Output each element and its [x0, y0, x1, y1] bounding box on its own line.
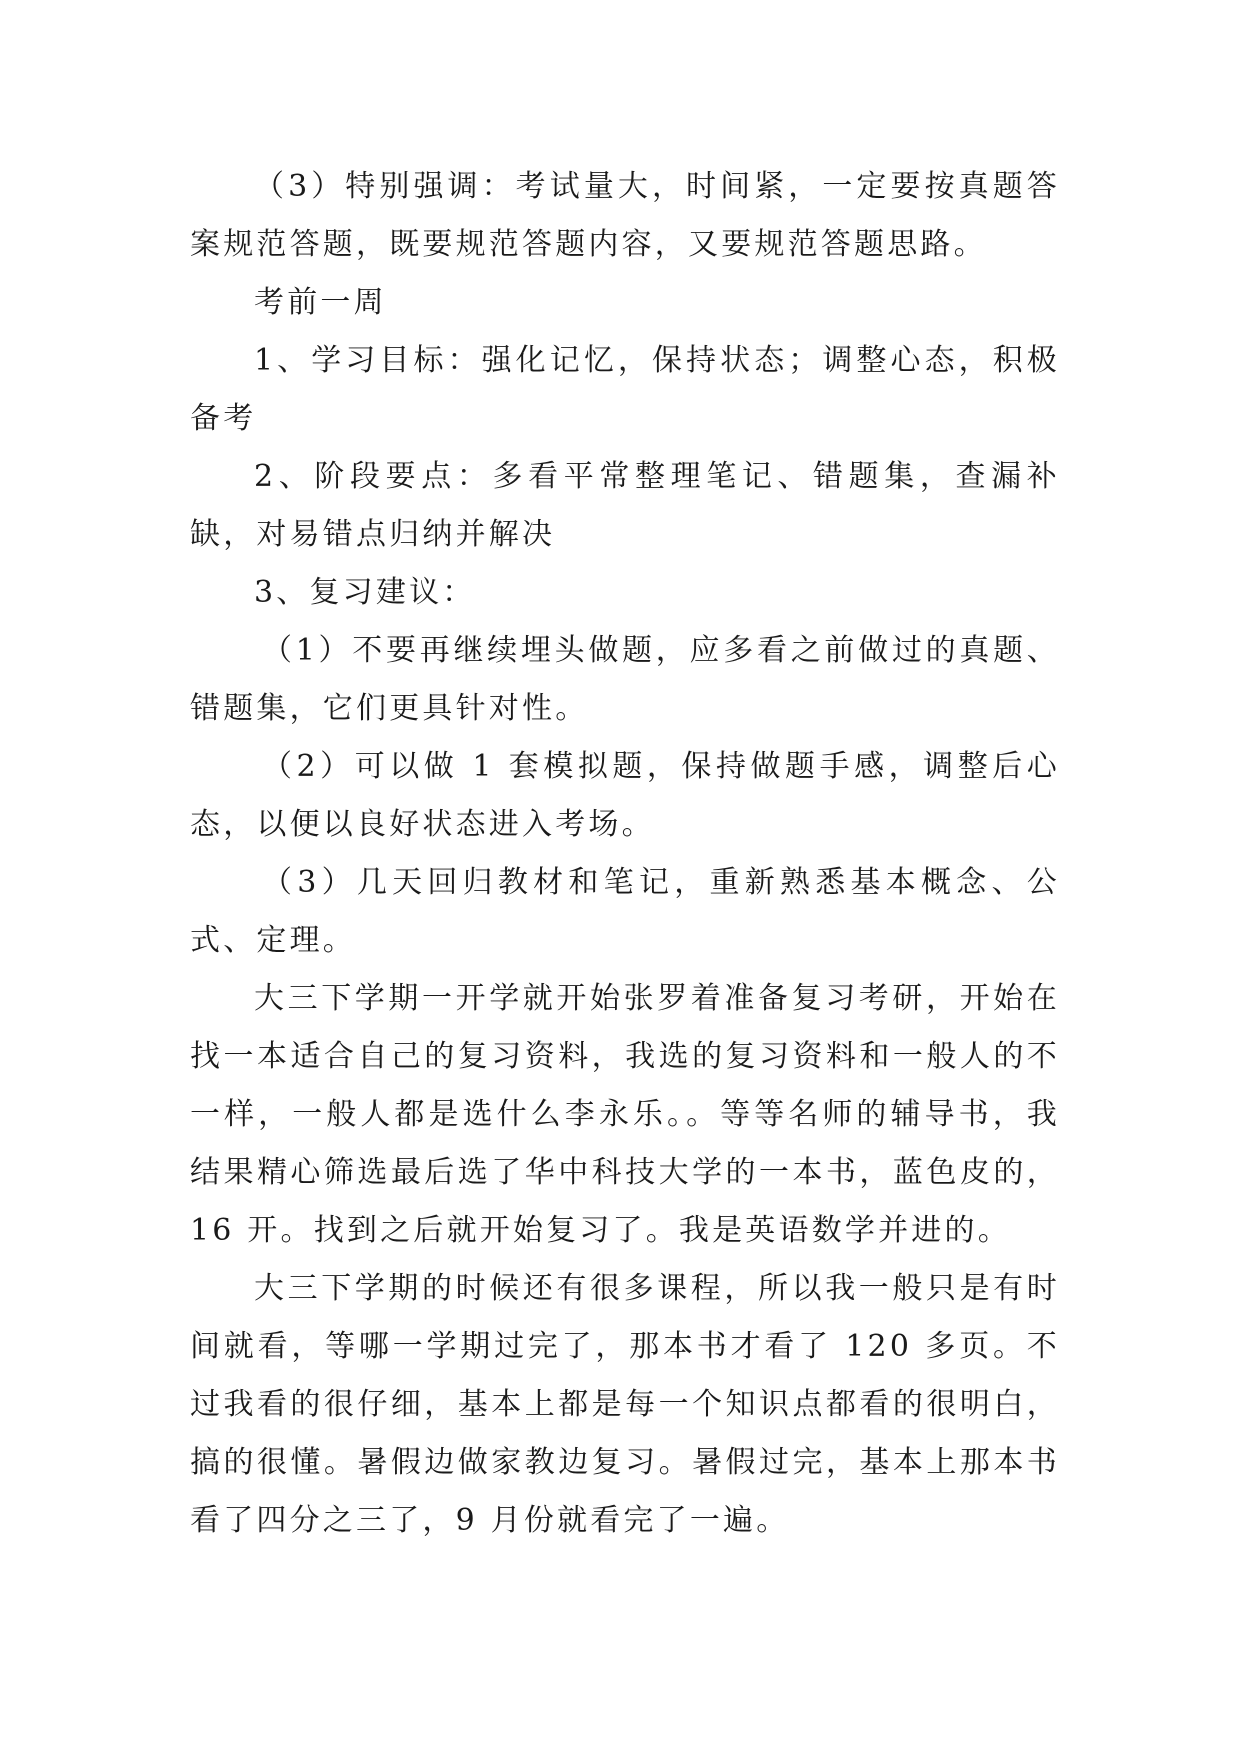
section-heading-week-before-exam: 考前一周 — [254, 285, 387, 320]
document-body — [190, 158, 1060, 1550]
paragraph-review-suggestions-heading: 3、复习建议： — [254, 575, 476, 610]
paragraph-suggestion-2: （2）可以做 1 套模拟题，保持做题手感，调整后心态，以便以良好状态进入考场。 — [190, 749, 1060, 842]
paragraph-junior-year-start: 大三下学期一开学就开始张罗着准备复习考研，开始在找一本适合自己的复习资料，我选的复习资料和一般人的不一样，一般人都是选什么李永乐。。等等名师的辅导书，我结果精心筛选最后选了华中科技大学的一本书，蓝色皮的，16 开。找到之后就开始复习了。我是英语数学并进的。 — [190, 981, 1060, 1248]
paragraph-stage-key-points: 2、阶段要点：多看平常整理笔记、错题集，查漏补缺，对易错点归纳并解决 — [190, 459, 1060, 552]
paragraph-suggestion-1: （1）不要再继续埋头做题，应多看之前做过的真题、错题集，它们更具针对性。 — [190, 633, 1060, 726]
paragraph-junior-year-study: 大三下学期的时候还有很多课程，所以我一般只是有时间就看，等哪一学期过完了，那本书才看了 120 多页。不过我看的很仔细，基本上都是每一个知识点都看的很明白，搞的很懂。暑假边做家教边复习。暑假过完，基本上那本书看了四分之三了，9 月份就看完了一遍。 — [190, 1271, 1060, 1538]
paragraph-exam-emphasis: （3）特别强调：考试量大，时间紧，一定要按真题答案规范答题，既要规范答题内容，又要规范答题思路。 — [190, 169, 1060, 262]
paragraph-learning-goal: 1、学习目标：强化记忆，保持状态；调整心态，积极备考 — [190, 343, 1060, 436]
paragraph-suggestion-3: （3）几天回归教材和笔记，重新熟悉基本概念、公式、定理。 — [190, 865, 1060, 958]
